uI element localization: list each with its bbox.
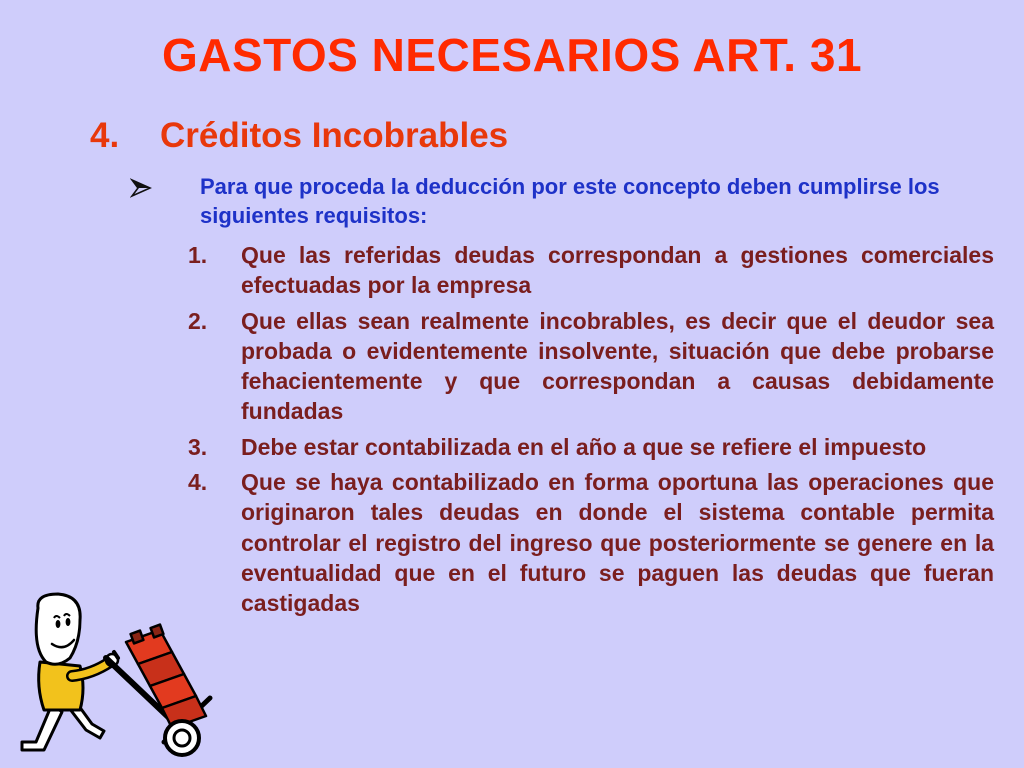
requirement-text: Debe estar contabilizada en el año a que se refiere el impuesto (241, 433, 927, 460)
requirement-item (188, 240, 994, 301)
worker-with-hand-truck-icon (14, 592, 224, 762)
requirement-text: Que ellas sean realmente incobrables, es decir que el deudor sea probada o evidentemente insolvente, situación que debe probarse fehacientemente y que correspondan a causas debidamente fundadas (241, 307, 994, 425)
requirement-item (188, 467, 994, 618)
requirement-number: 1. (188, 242, 208, 268)
requirement-item (188, 306, 994, 427)
requirements-list (188, 240, 994, 624)
requirement-number: 2. (188, 307, 208, 334)
requirement-text: Que las referidas deudas correspondan a gestiones comerciales efectuadas por la empresa (241, 242, 994, 299)
slide-title: GASTOS NECESARIOS ART. 31 (161, 29, 863, 81)
requirement-text: Que se haya contabilizado en forma oportuna las operaciones que originaron tales deudas en donde el sistema contable permita controlar el registro del ingreso que posteriormente se genere en la eventualidad que en el futuro se paguen las deudas que fueran castigadas (241, 469, 994, 617)
requirement-number: 3. (188, 433, 208, 460)
section-heading (90, 116, 508, 156)
arrow-bullet-icon (130, 178, 152, 198)
requirement-item (188, 432, 994, 462)
section-heading-text: Créditos Incobrables (160, 116, 509, 155)
section-number: 4. (90, 116, 120, 155)
intro-bullet-text: Para que proceda la deducción por este concepto deben cumplirse los siguientes requisitos: (200, 174, 940, 228)
requirement-number: 4. (188, 469, 208, 496)
